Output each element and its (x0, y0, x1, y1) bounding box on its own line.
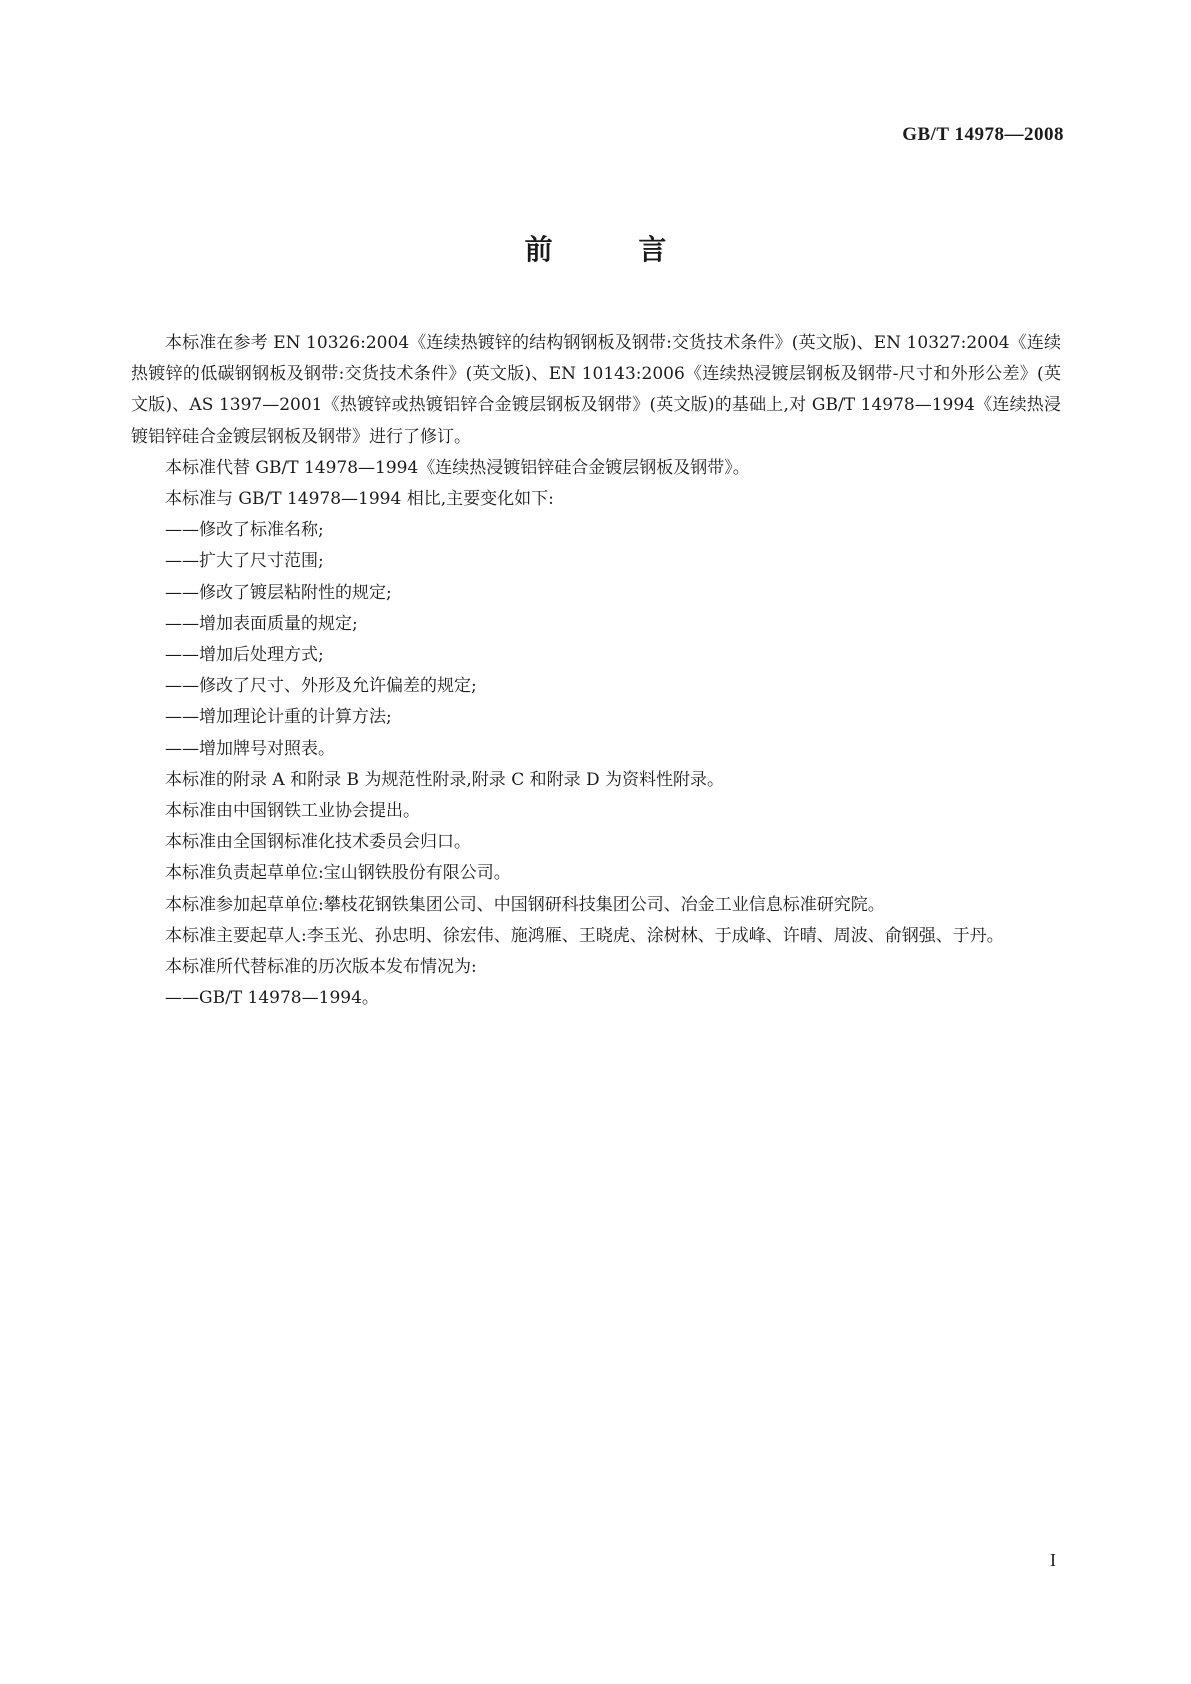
paragraph-replaces: 本标准代替 GB/T 14978—1994《连续热浸镀铝锌硅合金镀层钢板及钢带》。 (165, 457, 750, 478)
paragraph-under-jurisdiction: 本标准由全国钢标准化技术委员会归口。 (165, 832, 471, 853)
history-item: ——GB/T 14978—1994。 (165, 988, 379, 1009)
page-title: 前 言 (524, 233, 705, 266)
paragraph-lead-drafter: 本标准负责起草单位:宝山钢铁股份有限公司。 (165, 863, 511, 884)
paragraph-proposed-by: 本标准由中国钢铁工业协会提出。 (165, 801, 420, 822)
paragraph-main-drafters: 本标准主要起草人:李玉光、孙忠明、徐宏伟、施鸿雁、王晓虎、涂树林、于成峰、许晴、周波、俞钢强、于丹。 (165, 925, 1004, 946)
change-item: ——增加表面质量的规定; (165, 613, 358, 634)
change-item: ——修改了标准名称; (165, 520, 324, 541)
change-item: ——修改了镀层粘附性的规定; (165, 582, 392, 603)
change-item: ——修改了尺寸、外形及允许偏差的规定; (165, 676, 477, 697)
paragraph-annexes: 本标准的附录 A 和附录 B 为规范性附录,附录 C 和附录 D 为资料性附录。 (165, 769, 725, 790)
paragraph-reference-basis: 本标准在参考 EN 10326:2004《连续热镀锌的结构钢钢板及钢带:交货技术条件》(英文版)、EN 10327:2004《连续热镀锌的低碳钢钢板及钢带:交货技术条件》(英文版)、EN 10143:2006《连续热浸镀层钢板及钢带-尺寸和外形公差》(英文版)、AS 1397—2001《热镀锌或热镀铝锌合金镀层钢板及钢带》(英文版)的基础上,对 GB/T 14978—1994《连续热浸镀铝锌硅合金镀层钢板及钢带》进行了修订。 (131, 333, 1061, 447)
change-item: ——增加牌号对照表。 (165, 738, 335, 759)
foreword-body (131, 328, 1061, 1014)
change-item: ——增加后处理方式; (165, 645, 324, 666)
paragraph-participating-drafters: 本标准参加起草单位:攀枝花钢铁集团公司、中国钢研科技集团公司、冶金工业信息标准研究院。 (165, 894, 885, 915)
paragraph-history-intro: 本标准所代替标准的历次版本发布情况为: (165, 957, 477, 978)
change-item: ——增加理论计重的计算方法; (165, 707, 392, 728)
standard-code: GB/T 14978—2008 (902, 124, 1064, 145)
change-item: ——扩大了尺寸范围; (165, 551, 324, 572)
paragraph-changes-intro: 本标准与 GB/T 14978—1994 相比,主要变化如下: (165, 489, 554, 510)
page-number: I (1050, 1550, 1056, 1570)
